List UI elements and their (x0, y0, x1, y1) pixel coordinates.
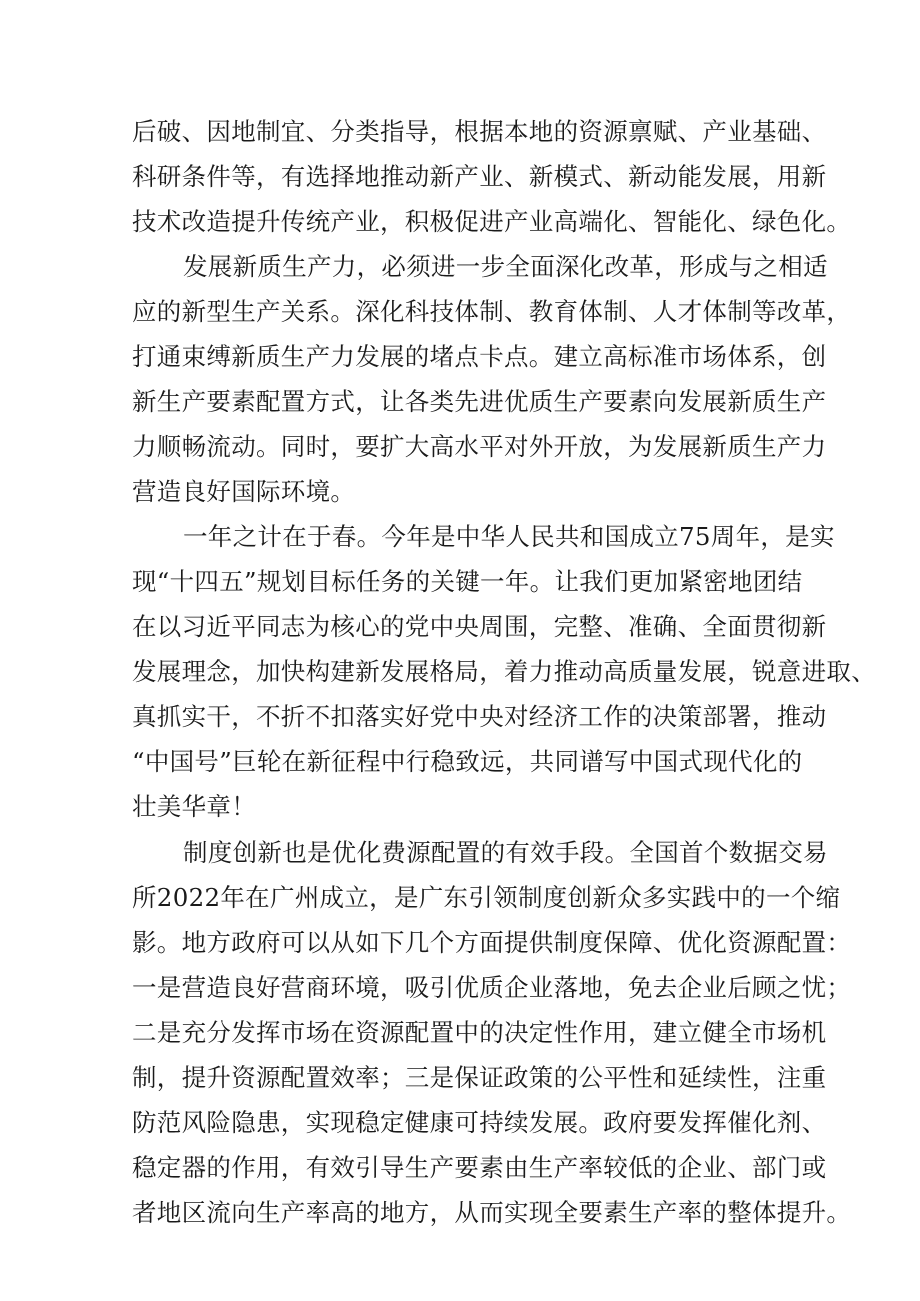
text-line: 现“十四五”规划目标任务的关键一年。让我们更加紧密地团结 (132, 567, 803, 596)
text-line: 制，提升资源配置效率；三是保证政策的公平性和延续性，注重 (132, 1063, 827, 1092)
text-line: 打通束缚新质生产力发展的堵点卡点。建立高标准市场体系，创 (132, 342, 827, 371)
text-line: 二是充分发挥市场在资源配置中的决定性作用，建立健全市场机 (132, 1018, 827, 1047)
text-line: 力顺畅流动。同时，要扩大高水平对外开放，为发展新质生产力 (132, 432, 827, 461)
text-line: 壮美华章！ (132, 792, 256, 821)
text-line: 真抓实干，不折不扣落实好党中央对经济工作的决策部署，推动 (132, 702, 827, 731)
text-line: 一是营造良好营商环境，吸引优质企业落地，免去企业后顾之忧； (132, 973, 852, 1002)
text-line: 防范风险隐患，实现稳定健康可持续发展。政府要发挥催化剂、 (132, 1108, 827, 1137)
text-line: 发展理念，加快构建新发展格局，着力推动高质量发展，锐意进取、 (132, 657, 876, 686)
text-line: 发展新质生产力，必须进一步全面深化改革，形成与之相适 (183, 252, 828, 281)
text-line: 制度创新也是优化费源配置的有效手段。全国首个数据交易 (183, 838, 828, 867)
text-line: 科研条件等，有选择地推动新产业、新模式、新动能发展，用新 (132, 162, 827, 191)
text-line: 一年之计在于春。今年是中华人民共和国成立75周年，是实 (183, 522, 835, 551)
text-line: 在以习近平同志为核心的党中央周围，完整、准确、全面贯彻新 (132, 612, 827, 641)
text-line: 者地区流向生产率高的地方，从而实现全要素生产率的整体提升。 (132, 1198, 852, 1227)
text-line: 影。地方政府可以从如下几个方面提供制度保障、优化资源配置： (132, 928, 852, 957)
text-line: 后破、因地制宜、分类指导，根据本地的资源禀赋、产业基础、 (132, 117, 827, 146)
text-line: 新生产要素配置方式，让各类先进优质生产要素向发展新质生产 (132, 387, 827, 416)
text-line: 应的新型生产关系。深化科技体制、教育体制、人才体制等改革， (132, 297, 852, 326)
text-line: “中国号”巨轮在新征程中行稳致远，共同谱写中国式现代化的 (132, 747, 803, 776)
text-line: 稳定器的作用，有效引导生产要素由生产率较低的企业、部门或 (132, 1153, 827, 1182)
text-line: 营造良好国际环境。 (132, 477, 356, 506)
text-line: 技术改造提升传统产业，积极促进产业高端化、智能化、绿色化。 (132, 207, 852, 236)
text-line: 所2022年在广州成立，是广东引领制度创新众多实践中的一个缩 (132, 883, 841, 912)
